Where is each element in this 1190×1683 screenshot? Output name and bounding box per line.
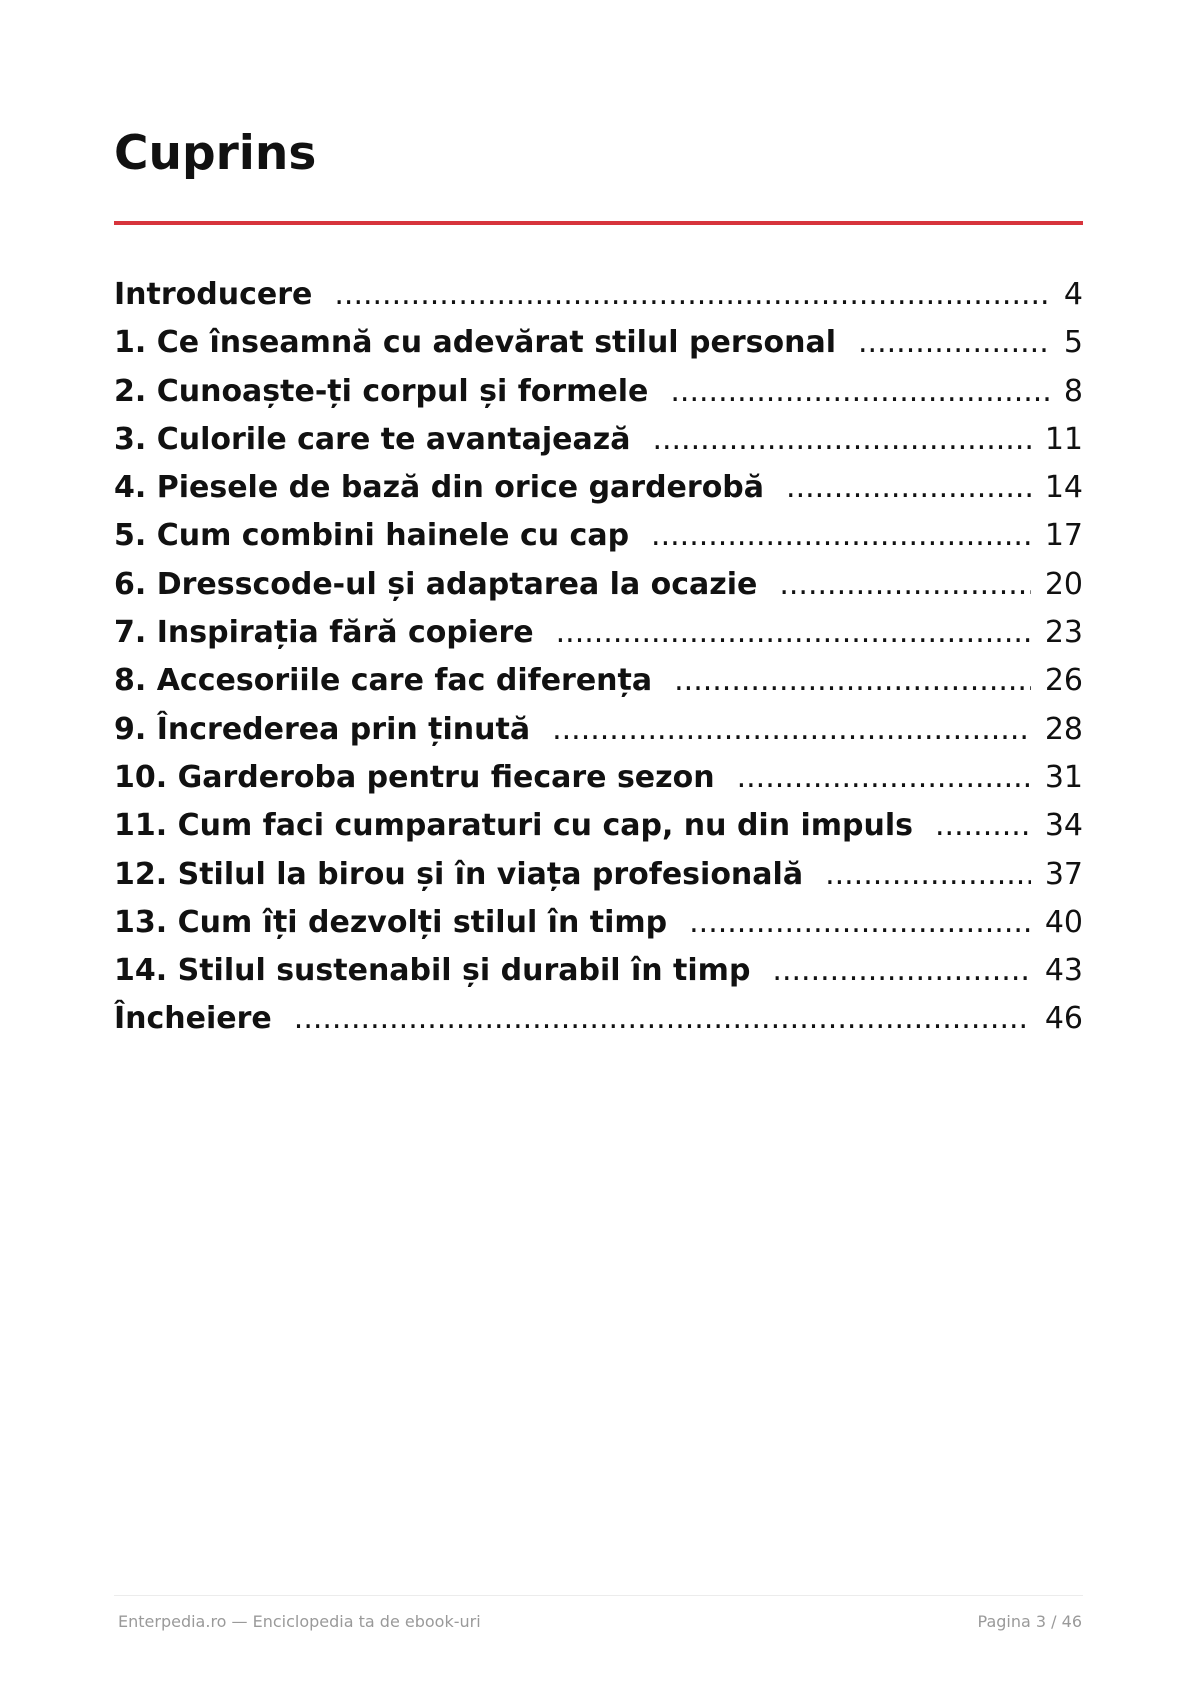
toc-entry-title: 5. Cum combini hainele cu cap: [114, 518, 630, 554]
toc-dot-leader: [825, 857, 1031, 892]
toc-entry-title: 9. Încrederea prin ținută: [114, 711, 531, 747]
toc-entry-chapter-6[interactable]: [114, 567, 1083, 615]
page-title: Cuprins: [114, 126, 317, 181]
toc-entry-page: 5: [1063, 325, 1083, 361]
toc-entry-chapter-2[interactable]: [114, 374, 1083, 422]
toc-entry-chapter-13[interactable]: [114, 905, 1083, 953]
toc-entry-page: 46: [1044, 1001, 1083, 1037]
toc-entry-page: 17: [1044, 518, 1083, 554]
toc-entry-title: 10. Garderoba pentru fiecare sezon: [114, 759, 715, 795]
toc-entry-page: 34: [1044, 808, 1083, 844]
toc-entry-chapter-12[interactable]: [114, 857, 1083, 905]
toc-entry-page: 4: [1063, 277, 1083, 312]
toc-dot-leader: [737, 760, 1031, 795]
toc-dot-leader: [689, 905, 1031, 940]
toc-dot-leader: [652, 422, 1030, 457]
toc-entry-chapter-14[interactable]: [114, 953, 1083, 1001]
toc-dot-leader: [294, 1001, 1031, 1036]
table-of-contents: [114, 277, 1083, 1050]
toc-entry-title: 13. Cum îți dezvolți stilul în timp: [114, 904, 668, 940]
toc-entry-page: 26: [1044, 663, 1083, 699]
toc-entry-title: Introducere: [114, 277, 313, 312]
toc-entry-title: 1. Ce înseamnă cu adevărat stilul personal: [114, 325, 837, 361]
toc-entry-chapter-9[interactable]: [114, 712, 1083, 760]
toc-dot-leader: [556, 615, 1031, 650]
toc-dot-leader: [935, 808, 1031, 843]
toc-entry-page: 14: [1044, 470, 1083, 506]
toc-entry-title: 4. Piesele de bază din orice garderobă: [114, 470, 765, 506]
toc-entry-title: Încheiere: [114, 1001, 272, 1037]
toc-dot-leader: [772, 953, 1030, 988]
toc-entry-chapter-7[interactable]: [114, 615, 1083, 663]
toc-entry-title: 8. Accesoriile care fac diferența: [114, 663, 653, 699]
toc-entry-chapter-11[interactable]: [114, 808, 1083, 856]
toc-entry-title: 7. Inspirația fără copiere: [114, 615, 534, 651]
toc-dot-leader: [858, 325, 1050, 360]
toc-dot-leader: [334, 277, 1050, 312]
toc-entry-incheiere[interactable]: [114, 1001, 1083, 1049]
toc-dot-leader: [674, 663, 1031, 698]
toc-dot-leader: [786, 470, 1031, 505]
footer-divider: [114, 1595, 1083, 1596]
toc-entry-page: 40: [1044, 904, 1083, 940]
toc-entry-title: 6. Dresscode-ul și adaptarea la ocazie: [114, 566, 758, 602]
toc-dot-leader: [552, 712, 1031, 747]
toc-entry-chapter-3[interactable]: [114, 422, 1083, 470]
toc-dot-leader: [670, 374, 1050, 409]
toc-entry-page: 28: [1044, 711, 1083, 747]
toc-entry-chapter-4[interactable]: [114, 470, 1083, 518]
toc-entry-title: 3. Culorile care te avantajează: [114, 421, 631, 457]
toc-entry-title: 2. Cunoaște-ți corpul și formele: [114, 373, 649, 409]
toc-entry-chapter-8[interactable]: [114, 663, 1083, 711]
toc-entry-title: 14. Stilul sustenabil și durabil în timp: [114, 953, 751, 989]
toc-dot-leader: [779, 567, 1030, 602]
toc-entry-page: 20: [1044, 566, 1083, 602]
toc-entry-title: 11. Cum faci cumparaturi cu cap, nu din impuls: [114, 808, 914, 844]
toc-dot-leader: [651, 518, 1031, 553]
toc-entry-page: 43: [1044, 953, 1083, 989]
title-divider: [114, 221, 1083, 225]
footer-page-number: Pagina 3 / 46: [977, 1612, 1082, 1631]
toc-entry-page: 8: [1063, 373, 1083, 409]
toc-entry-title: 12. Stilul la birou și în viața profesională: [114, 856, 804, 892]
toc-entry-introducere[interactable]: [114, 277, 1083, 325]
toc-entry-page: 23: [1044, 615, 1083, 651]
toc-entry-chapter-5[interactable]: [114, 518, 1083, 566]
toc-entry-chapter-1[interactable]: [114, 325, 1083, 373]
footer-site-name: Enterpedia.ro — Enciclopedia ta de ebook-uri: [118, 1612, 481, 1631]
toc-entry-page: 31: [1044, 759, 1083, 795]
toc-entry-page: 37: [1044, 856, 1083, 892]
toc-entry-chapter-10[interactable]: [114, 760, 1083, 808]
toc-entry-page: 11: [1044, 421, 1083, 457]
